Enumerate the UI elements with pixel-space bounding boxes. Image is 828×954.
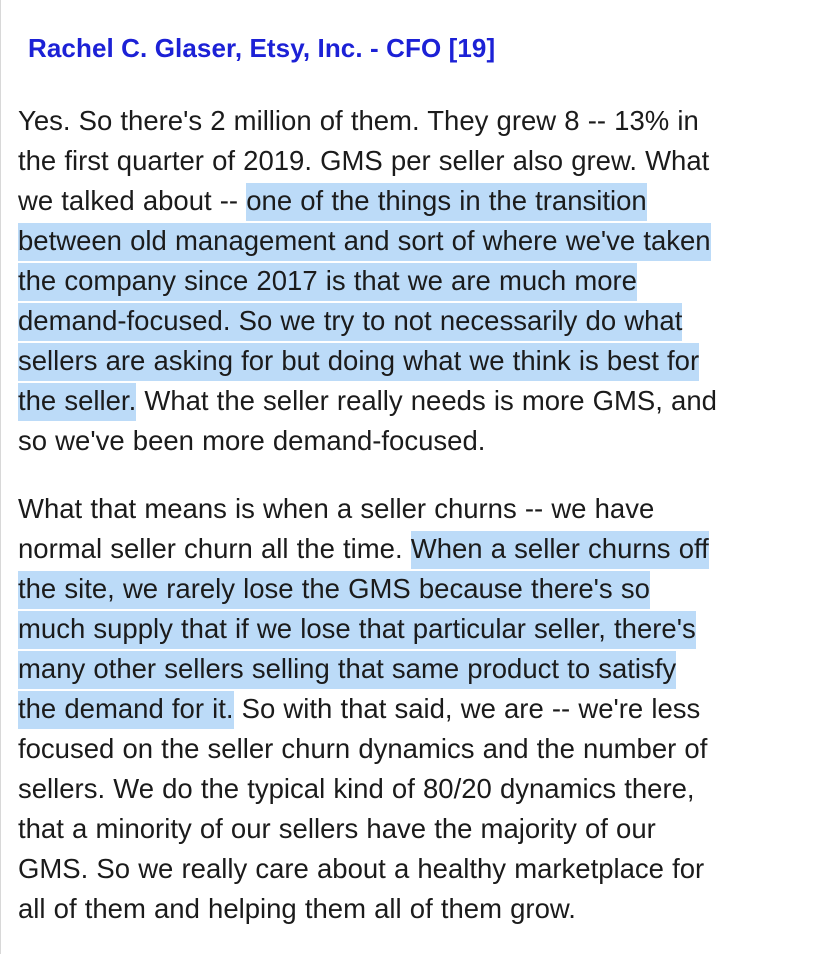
highlighted-text: one of the things in the transition <box>246 183 647 221</box>
text-segment: all of them and helping them all of them grow. <box>18 893 576 924</box>
highlighted-text: demand-focused. So we try to not necessarily do what <box>18 303 682 341</box>
text-line <box>18 181 822 221</box>
text-line <box>18 729 822 769</box>
text-line <box>18 769 822 809</box>
text-segment: we talked about -- <box>18 185 247 216</box>
text-segment: normal seller churn all the time. <box>18 533 411 564</box>
highlighted-text: the seller. <box>18 383 136 421</box>
highlighted-text: the site, we rarely lose the GMS because there's so <box>18 571 650 609</box>
text-segment: Yes. So there's 2 million of them. They grew 8 -- 13% in <box>18 105 699 136</box>
text-line <box>18 301 822 341</box>
highlighted-text: sellers are asking for but doing what we think is best for <box>18 343 699 381</box>
text-line <box>18 889 822 929</box>
text-line <box>18 649 822 689</box>
highlighted-text: between old management and sort of where we've taken <box>18 223 711 261</box>
text-line <box>18 261 822 301</box>
text-line <box>18 529 822 569</box>
text-segment: focused on the seller churn dynamics and the number of <box>18 733 708 764</box>
speaker-heading: Rachel C. Glaser, Etsy, Inc. - CFO [19] <box>28 33 496 63</box>
text-segment: that a minority of our sellers have the majority of our <box>18 813 656 844</box>
highlighted-text: the demand for it. <box>18 691 234 729</box>
text-segment: What that means is when a seller churns -- we have <box>18 493 655 524</box>
text-segment: sellers. We do the typical kind of 80/20 dynamics there, <box>18 773 695 804</box>
text-line <box>18 809 822 849</box>
text-line <box>18 489 822 529</box>
text-line <box>18 569 822 609</box>
text-line <box>18 381 822 421</box>
text-line <box>18 689 822 729</box>
text-line <box>18 141 822 181</box>
highlighted-text: many other sellers selling that same product to satisfy <box>18 651 676 689</box>
text-line <box>18 609 822 649</box>
text-line <box>18 341 822 381</box>
text-segment: the first quarter of 2019. GMS per seller also grew. What <box>18 145 710 176</box>
text-line <box>18 101 822 141</box>
highlighted-text: the company since 2017 is that we are much more <box>18 263 637 301</box>
text-segment: so we've been more demand-focused. <box>18 425 486 456</box>
text-line <box>18 221 822 261</box>
page-left-border <box>0 0 1 954</box>
highlighted-text: When a seller churns off <box>411 531 709 569</box>
highlighted-text: much supply that if we lose that particular seller, there's <box>18 611 696 649</box>
answer-paragraph-2[interactable] <box>18 489 822 929</box>
text-segment: What the seller really needs is more GMS, and <box>136 385 717 416</box>
text-segment: GMS. So we really care about a healthy marketplace for <box>18 853 705 884</box>
answer-paragraph-1[interactable] <box>18 101 822 461</box>
text-segment: So with that said, we are -- we're less <box>233 693 701 724</box>
text-line <box>18 421 822 461</box>
text-line <box>18 849 822 889</box>
